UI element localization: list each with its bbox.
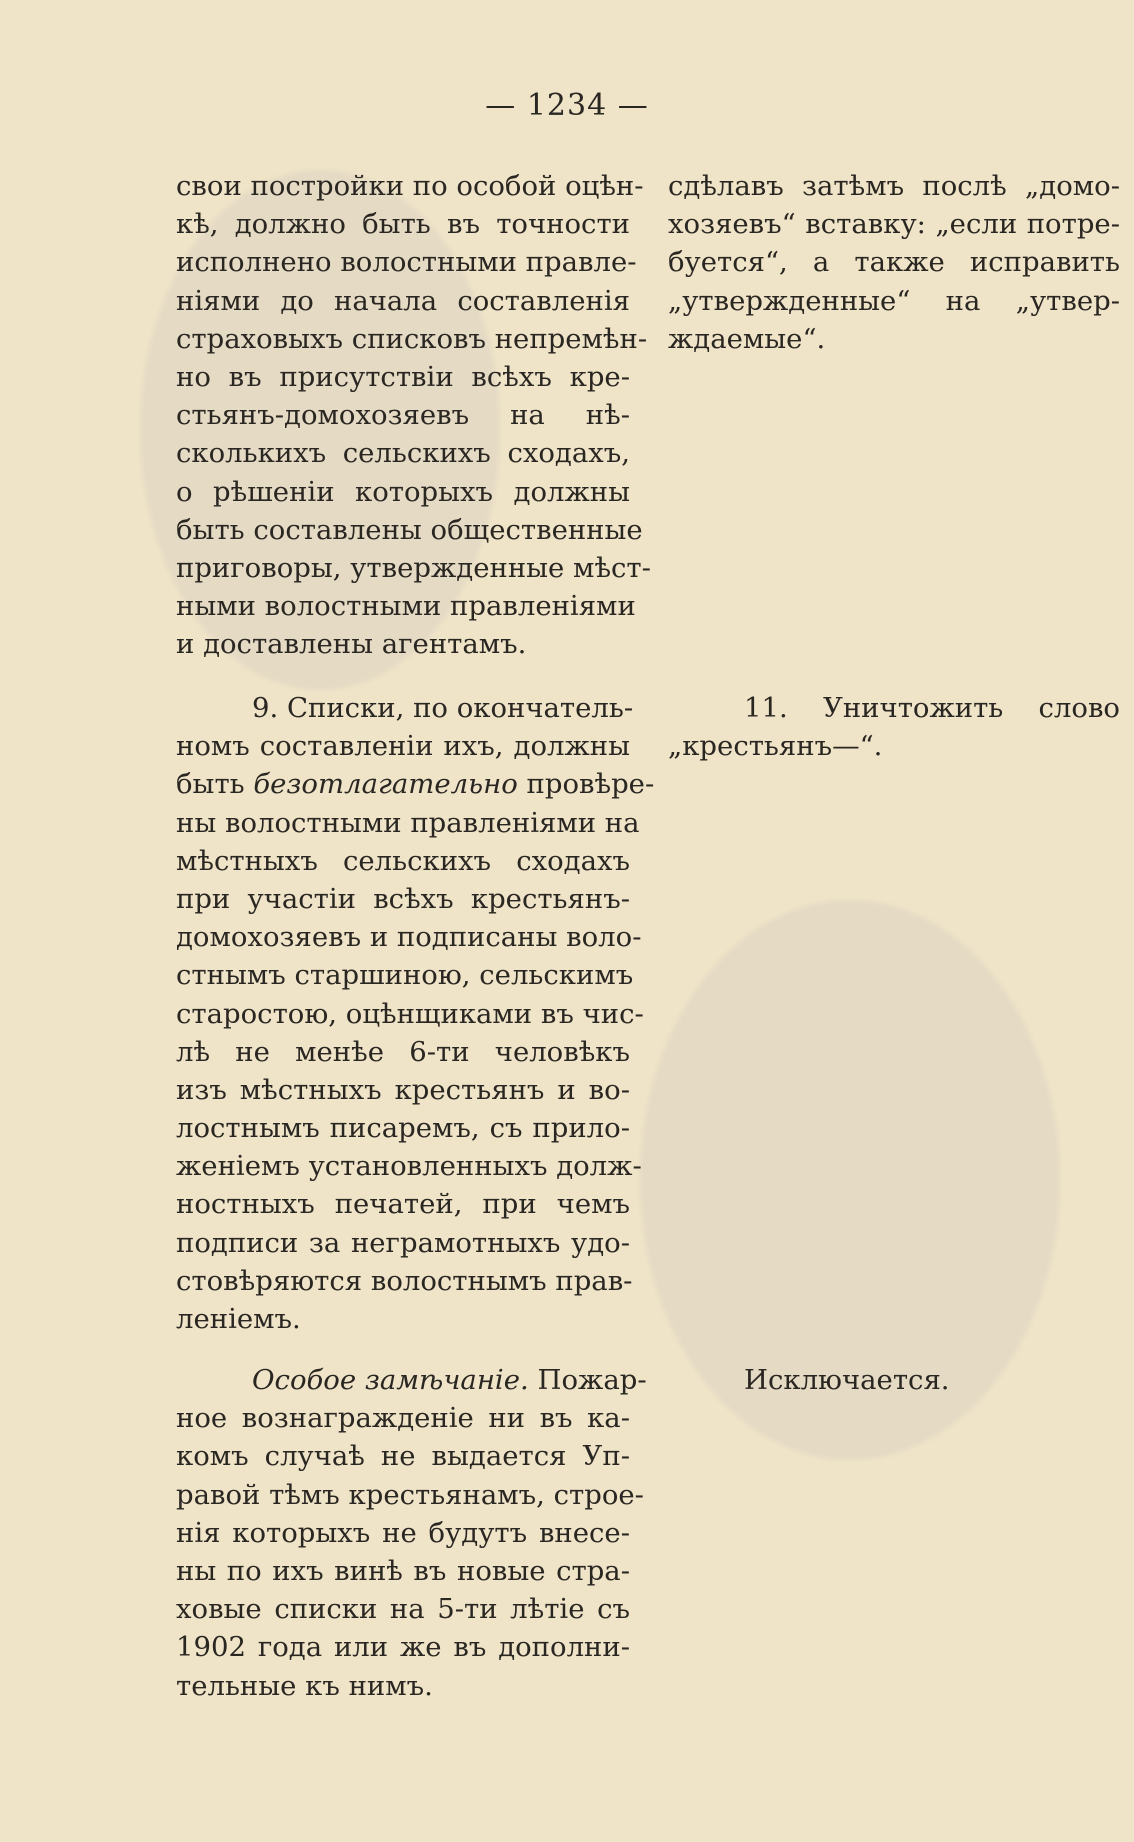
text-line: ховые списки на 5-ти лѣтіе съ <box>176 1593 630 1626</box>
note-first-line <box>176 1361 647 1399</box>
left-column-paragraph-9 <box>176 689 655 1338</box>
amendment-11-first-line: 11. Уничтожить слово <box>744 692 1120 724</box>
text-line: сдѣлавъ затѣмъ послѣ „домо- <box>668 170 1120 202</box>
text-line: сколькихъ сельскихъ сходахъ, <box>176 437 630 470</box>
text-line: ждаемые“. <box>668 322 826 355</box>
text-line: свои постройки по особой оцѣн- <box>176 170 644 202</box>
text-line-with-emphasis <box>176 765 655 803</box>
text-line: исполнено волостными правле- <box>176 246 637 279</box>
left-column-special-note <box>176 1361 647 1705</box>
text-line: буется“, а также исправить <box>668 246 1120 279</box>
excluded-label: Исключается. <box>744 1364 950 1396</box>
text-line: нія которыхъ не будутъ внесе- <box>176 1516 630 1549</box>
text-line: леніемъ. <box>176 1303 301 1335</box>
text-line: ны волостными правленіями на <box>176 806 640 839</box>
text-line: ностныхъ печатей, при чемъ <box>176 1188 630 1221</box>
text-fragment: быть <box>176 768 254 801</box>
text-line: 1902 года или же въ дополни- <box>176 1631 630 1664</box>
text-line: равой тѣмъ крестьянамъ, строе- <box>176 1478 644 1511</box>
text-fragment: Пожар- <box>528 1364 647 1396</box>
text-line: страховыхъ списковъ непремѣн- <box>176 322 648 355</box>
text-line: лѣ не менѣе 6-ти человѣкъ <box>176 1035 630 1068</box>
text-fragment: провѣре- <box>517 768 655 801</box>
text-line: кѣ, должно быть въ точности <box>176 208 630 241</box>
text-line: стнымъ старшиною, сельскимъ <box>176 959 634 992</box>
text-line: ное вознагражденіе ни въ ка- <box>176 1402 630 1435</box>
text-line: тельные къ нимъ. <box>176 1669 433 1702</box>
text-line: стьянъ-домохозяевъ на нѣ- <box>176 399 630 432</box>
text-line: „крестьянъ—“. <box>668 730 883 763</box>
emphasis-word: безотлагательно <box>253 768 518 801</box>
text-line: стовѣряются волостнымъ прав- <box>176 1264 633 1297</box>
text-line: старостою, оцѣнщиками въ чис- <box>176 997 644 1030</box>
text-line: лостнымъ писаремъ, съ прило- <box>176 1112 630 1145</box>
text-line: подписи за неграмотныхъ удо- <box>176 1226 630 1259</box>
right-column-amendment-11 <box>668 689 1120 765</box>
text-line: но въ присутствіи всѣхъ кре- <box>176 360 630 393</box>
paragraph-9-first-line: 9. Списки, по окончатель- <box>252 692 634 724</box>
text-line: комъ случаѣ не выдается Уп- <box>176 1440 630 1473</box>
page-number: — 1234 — <box>485 88 649 123</box>
text-line: мѣстныхъ сельскихъ сходахъ <box>176 844 630 877</box>
text-line: приговоры, утвержденные мѣст- <box>176 551 651 584</box>
note-heading: Особое замѣчаніе. <box>252 1364 529 1396</box>
left-column-paragraph-8-continuation <box>176 167 651 663</box>
text-line: женіемъ установленныхъ долж- <box>176 1150 642 1183</box>
text-line: при участіи всѣхъ крестьянъ- <box>176 882 630 915</box>
right-column-amendment-note <box>668 1361 1120 1399</box>
text-line: о рѣшеніи которыхъ должны <box>176 475 630 508</box>
text-line: изъ мѣстныхъ крестьянъ и во- <box>176 1073 630 1106</box>
text-line: ными волостными правленіями <box>176 590 636 623</box>
text-line: ніями до начала составленія <box>176 284 630 317</box>
text-line: быть составлены общественные <box>176 513 643 546</box>
text-line: „утвержденные“ на „утвер- <box>668 284 1120 317</box>
text-line: и доставлены агентамъ. <box>176 628 527 661</box>
text-line: хозяевъ“ вставку: „если потре- <box>668 208 1120 241</box>
text-line: ны по ихъ винѣ въ новые стра- <box>176 1554 630 1587</box>
right-column-amendment-top <box>668 167 1120 358</box>
text-line: номъ составленіи ихъ, должны <box>176 730 630 763</box>
text-line: домохозяевъ и подписаны воло- <box>176 921 642 954</box>
